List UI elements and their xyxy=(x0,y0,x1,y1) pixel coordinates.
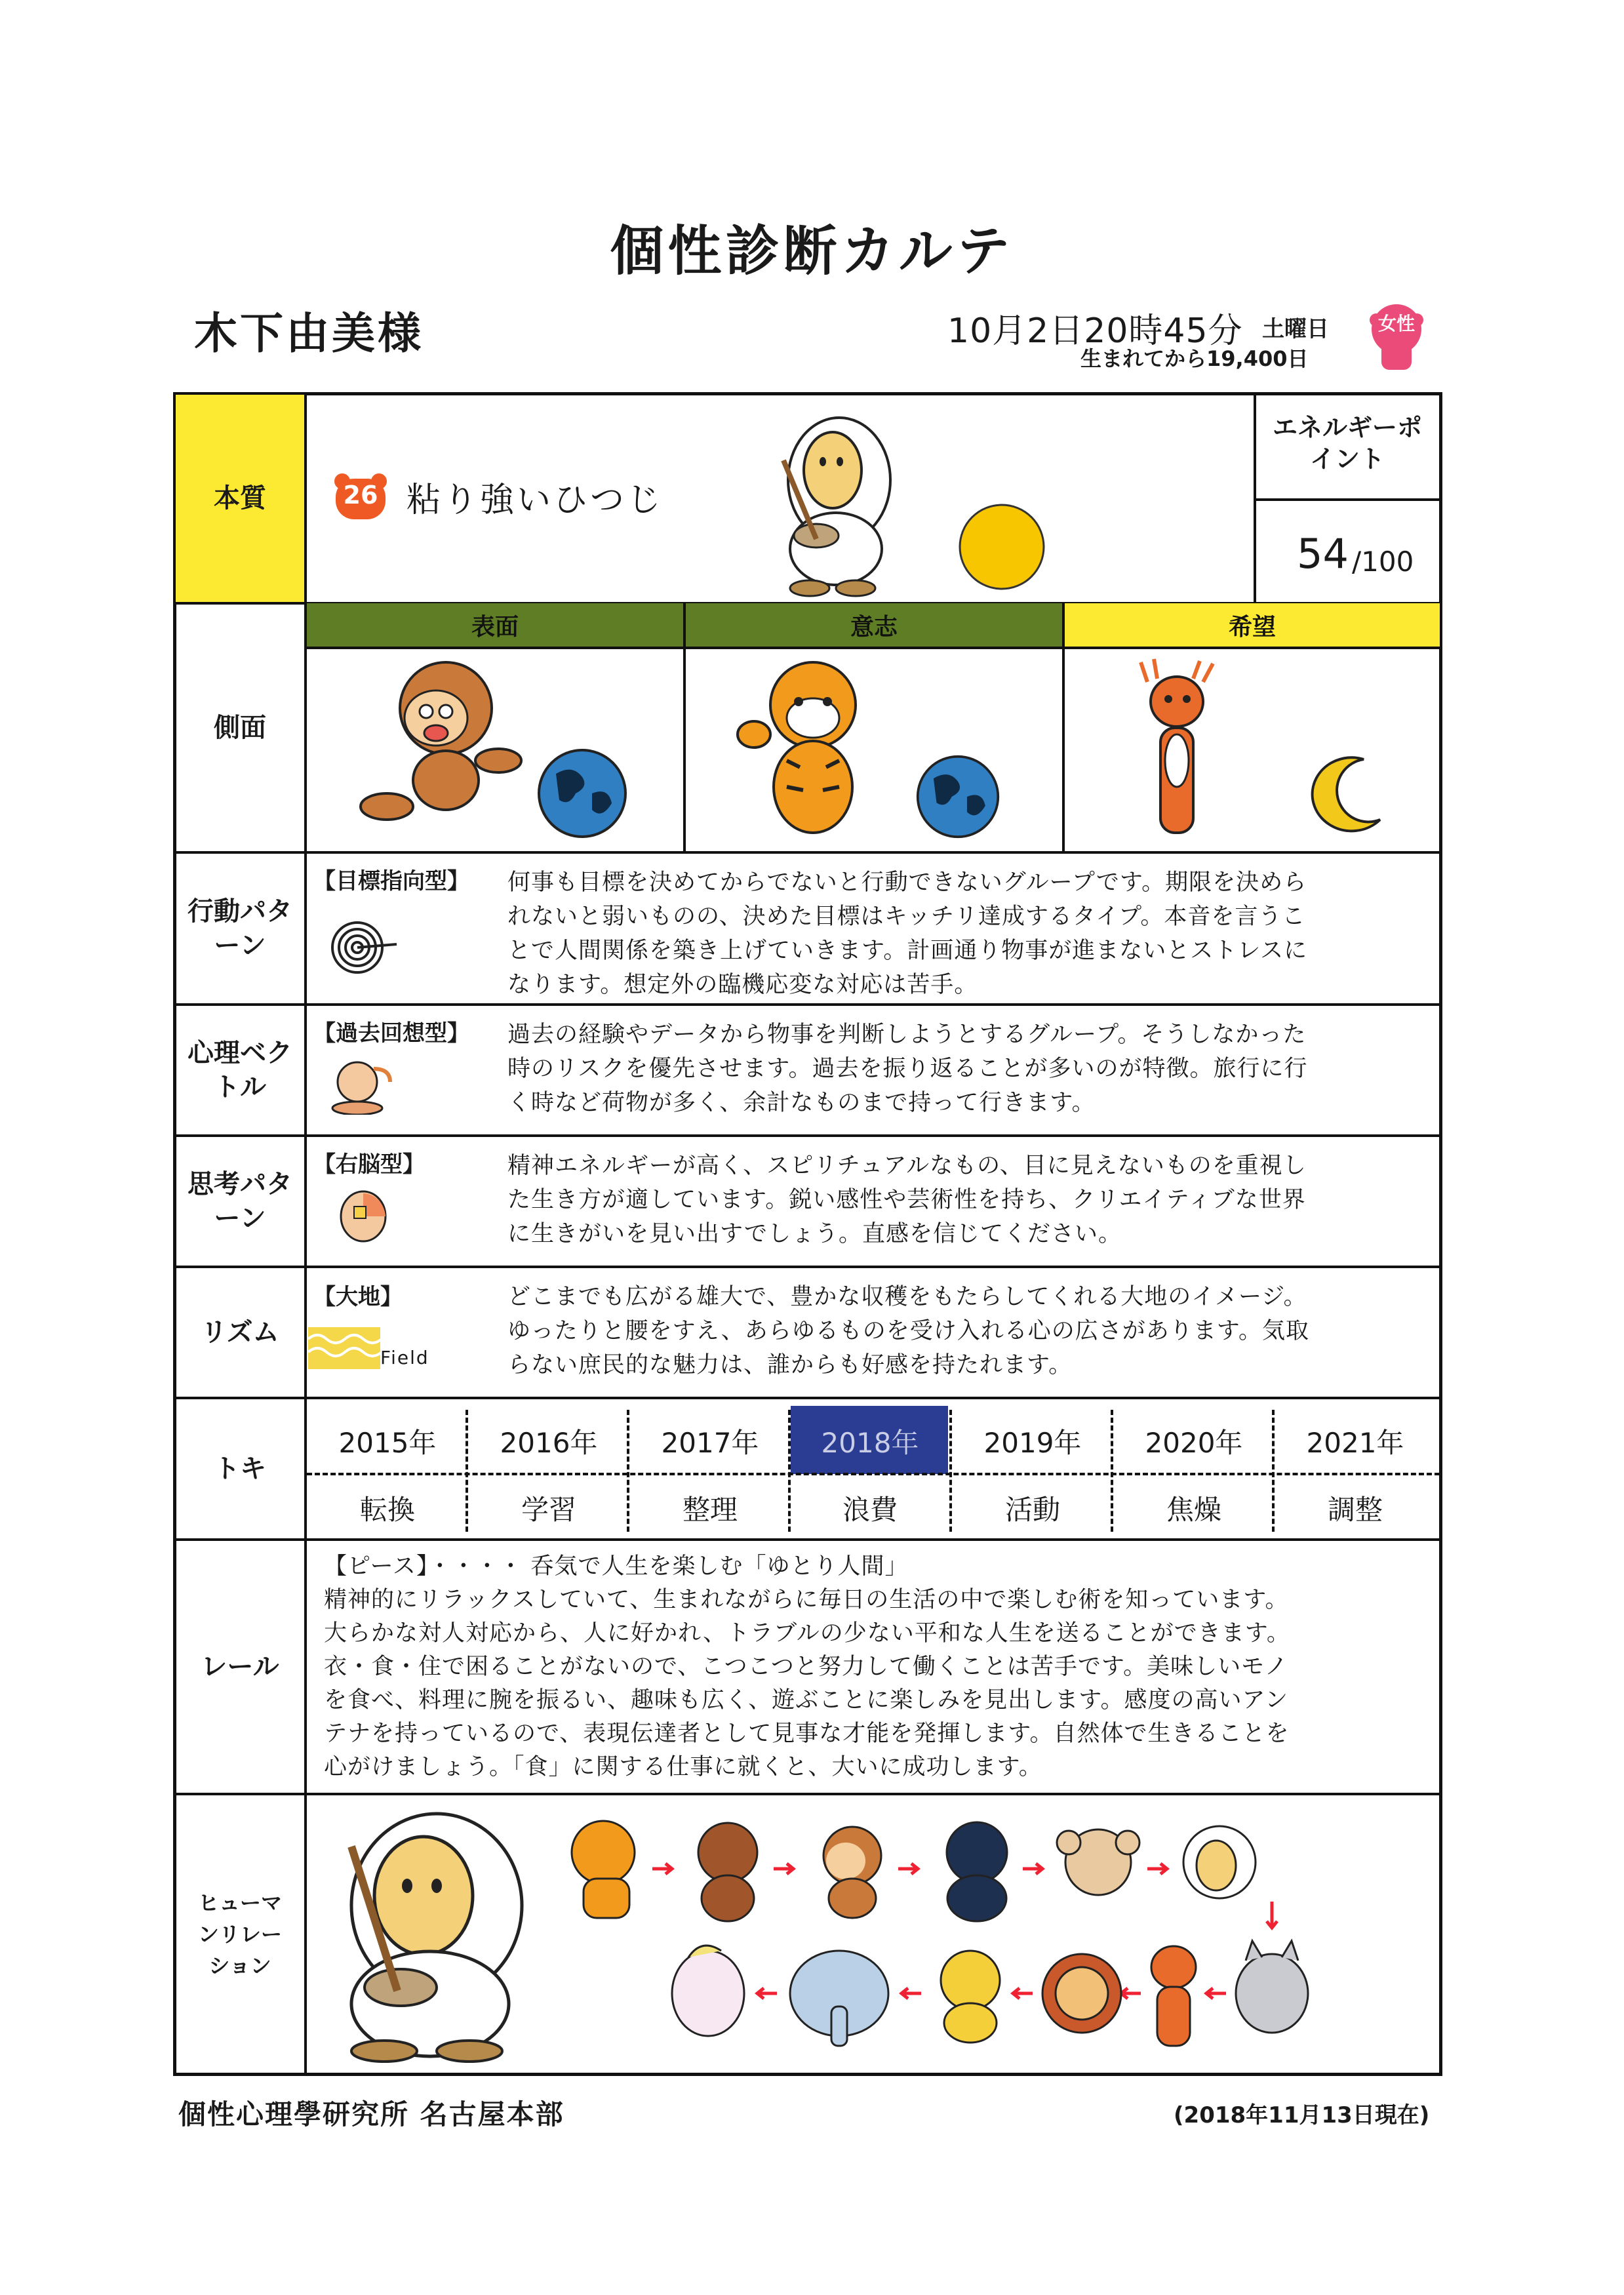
sheep-small-icon xyxy=(1183,1826,1256,1898)
text-line: 【ピース】・・・・ 呑気で人生を楽しむ「ゆとり人間」 xyxy=(324,1553,909,1580)
rhythm-type: 【大地】 xyxy=(313,1284,403,1310)
panther-small-icon xyxy=(947,1822,1007,1921)
text-line: た生き方が適しています。鋭い感性や芸術性を持ち、クリエイティブな世界 xyxy=(507,1187,1306,1213)
energy-max: /100 xyxy=(1352,546,1414,578)
year-2019: 2019年 xyxy=(983,1427,1082,1459)
page-title: 個性診断カルテ xyxy=(610,220,1014,283)
shinri-label xyxy=(176,1006,304,1134)
koudou-type: 【目標指向型】 xyxy=(313,868,469,894)
rail-label: レール xyxy=(201,1652,279,1682)
toki-word-2020: 焦燥 xyxy=(1166,1494,1221,1526)
toki-divider xyxy=(307,1473,1440,1475)
pegasus-small-icon xyxy=(672,1946,744,2036)
elephant-small-icon xyxy=(790,1951,888,2046)
text-line: テナを持っているので、表現伝達者として見事な才能を発揮します。自然体で生きることを xyxy=(324,1721,1290,1747)
toki-word-2018: 浪費 xyxy=(842,1494,898,1526)
organization-name: 個性心理學研究所 名古屋本部 xyxy=(178,2098,564,2130)
human-label xyxy=(176,1795,304,2073)
col-divider xyxy=(1062,605,1065,851)
rail-description xyxy=(324,1550,1432,1784)
row-divider xyxy=(173,851,1442,854)
koudou-label xyxy=(176,854,304,1003)
row-divider xyxy=(173,1134,1442,1137)
toki-word-2019: 活動 xyxy=(1004,1494,1060,1526)
energy-label: エネルギーポイント xyxy=(1272,413,1422,473)
text-line: 何事も目標を決めてからでないと行動できないグループです。期限を決めら xyxy=(507,869,1307,896)
text-line: 精神的にリラックスしていて、生まれながらに毎日の生活の中で楽しむ術を知っています。 xyxy=(324,1587,1289,1613)
birth-weekday: 土曜日 xyxy=(1262,316,1329,342)
year-2020: 2020年 xyxy=(1145,1427,1243,1459)
shikou-label-text: 思考パターン xyxy=(188,1169,292,1233)
relation-chain xyxy=(564,1816,1436,2059)
days-alive: 生まれてから19,400日 xyxy=(1080,346,1309,371)
header-ishi: 意志 xyxy=(686,603,1062,647)
koudou-description xyxy=(507,866,1432,1002)
shinri-type: 【過去回想型】 xyxy=(313,1020,469,1047)
human-label-text: ヒューマンリレーション xyxy=(197,1890,282,1978)
text-line: らない庶民的な魅力は、誰からも好感を持たれます。 xyxy=(507,1352,1073,1378)
target-spiral-icon xyxy=(328,918,400,977)
tiger-icon xyxy=(728,656,905,846)
animal-number: 26 xyxy=(343,481,378,509)
koala-small-icon xyxy=(1057,1829,1139,1895)
birth-datetime: 10月2日20時45分 xyxy=(947,311,1243,351)
monkey-small-icon xyxy=(823,1827,881,1918)
toki-word-2021: 調整 xyxy=(1327,1494,1383,1526)
text-line: 精神エネルギーが高く、スピリチュアルなもの、目に見えないものを重視し xyxy=(507,1153,1307,1179)
text-line: 心がけましょう。「食」に関する仕事に就くと、大いに成功します。 xyxy=(324,1754,1042,1780)
gender-label: 女性 xyxy=(1377,313,1415,334)
report-date: (2018年11月13日現在) xyxy=(1174,2102,1430,2128)
deer-icon xyxy=(1128,656,1226,846)
text-line: ゆったりと腰をすえ、あらゆるものを受け入れる心の広さがあります。気取 xyxy=(507,1318,1309,1344)
field-icon-label: Field xyxy=(380,1347,429,1368)
wolf-small-icon xyxy=(1236,1941,1308,2033)
shikou-type: 【右脳型】 xyxy=(313,1151,425,1178)
rhythm-description xyxy=(507,1280,1432,1382)
energy-value: 54 xyxy=(1297,530,1349,578)
deer-small-icon xyxy=(1151,1946,1196,2046)
rhythm-label: リズム xyxy=(201,1317,279,1347)
animal-name: 粘り強いひつじ xyxy=(406,481,664,520)
text-line: 大らかな対人対応から、人に好かれ、トラブルの少ない平和な人生を送ることができます。 xyxy=(324,1620,1290,1646)
monkey-icon xyxy=(347,656,531,839)
cheetah-small-icon xyxy=(941,1951,1000,2043)
lion-small-icon xyxy=(1042,1954,1121,2033)
sheep-large-icon xyxy=(319,1807,535,2063)
text-line: れないと弱いものの、決めた目標はキッチリ達成するタイプ。本音を言うこ xyxy=(507,904,1306,930)
text-line: とで人間関係を築き上げていきます。計画通り物事が進まないとストレスに xyxy=(507,938,1308,964)
sheep-icon xyxy=(770,408,895,598)
text-line: どこまでも広がる雄大で、豊かな収穫をもたらしてくれる大地のイメージ。 xyxy=(507,1284,1307,1310)
sun-icon xyxy=(957,502,1046,591)
moon-icon xyxy=(1301,754,1387,833)
text-line: を食べ、料理に腕を振るい、趣味も広く、遊ぶことに楽しみを見出します。感度の高いアン xyxy=(324,1687,1289,1713)
person-name: 木下由美様 xyxy=(194,308,424,359)
earth-icon xyxy=(536,748,628,839)
year-2016: 2016年 xyxy=(500,1427,598,1459)
koudou-label-text: 行動パターン xyxy=(188,896,292,961)
thinking-child-icon xyxy=(328,1056,400,1115)
header-hyomen: 表面 xyxy=(307,603,683,647)
sokumen-label: 側面 xyxy=(214,713,266,743)
text-line: く時など荷物が多く、余計なものまで持って行きます。 xyxy=(507,1090,1096,1116)
header-divider xyxy=(307,647,1440,649)
honshitsu-label: 本質 xyxy=(176,395,304,602)
right-brain-icon xyxy=(337,1187,389,1243)
text-line: なります。想定外の臨機応変な対応は苦手。 xyxy=(507,972,978,998)
text-line: に生きがいを見い出すでしょう。直感を信じてください。 xyxy=(507,1221,1122,1247)
shinri-description xyxy=(507,1018,1432,1120)
toki-word-2017: 整理 xyxy=(682,1494,738,1526)
shikou-description xyxy=(507,1149,1432,1251)
text-line: 過去の経験やデータから物事を判断しようとするグループ。そうしなかった xyxy=(507,1022,1307,1048)
text-line: 衣・食・住で困ることがないので、こつこつと努力して働くことは苦手です。美味しいモノ xyxy=(324,1654,1288,1680)
row-divider xyxy=(173,1793,1442,1795)
toki-word-2016: 学習 xyxy=(521,1494,576,1526)
tiger-small-icon xyxy=(572,1821,635,1918)
year-2018: 2018年 xyxy=(821,1427,919,1459)
energy-divider xyxy=(1256,498,1440,501)
year-2021: 2021年 xyxy=(1306,1427,1404,1459)
row-divider xyxy=(173,1003,1442,1006)
row-divider xyxy=(173,1397,1442,1399)
toki-label: トキ xyxy=(214,1454,266,1484)
tanuki-small-icon xyxy=(698,1823,757,1921)
header-kibou: 希望 xyxy=(1065,603,1440,647)
year-2017: 2017年 xyxy=(661,1427,759,1459)
text-line: 時のリスクを優先させます。過去を振り返ることが多いのが特徴。旅行に行 xyxy=(507,1056,1308,1082)
field-icon xyxy=(308,1327,380,1369)
toki-word-2015: 転換 xyxy=(359,1494,415,1526)
shikou-label xyxy=(176,1137,304,1266)
shinri-label-text: 心理ベクトル xyxy=(188,1038,292,1102)
row-divider xyxy=(173,1266,1442,1268)
year-2015: 2015年 xyxy=(338,1427,437,1459)
earth-icon xyxy=(915,754,1000,839)
col-divider xyxy=(683,605,686,851)
